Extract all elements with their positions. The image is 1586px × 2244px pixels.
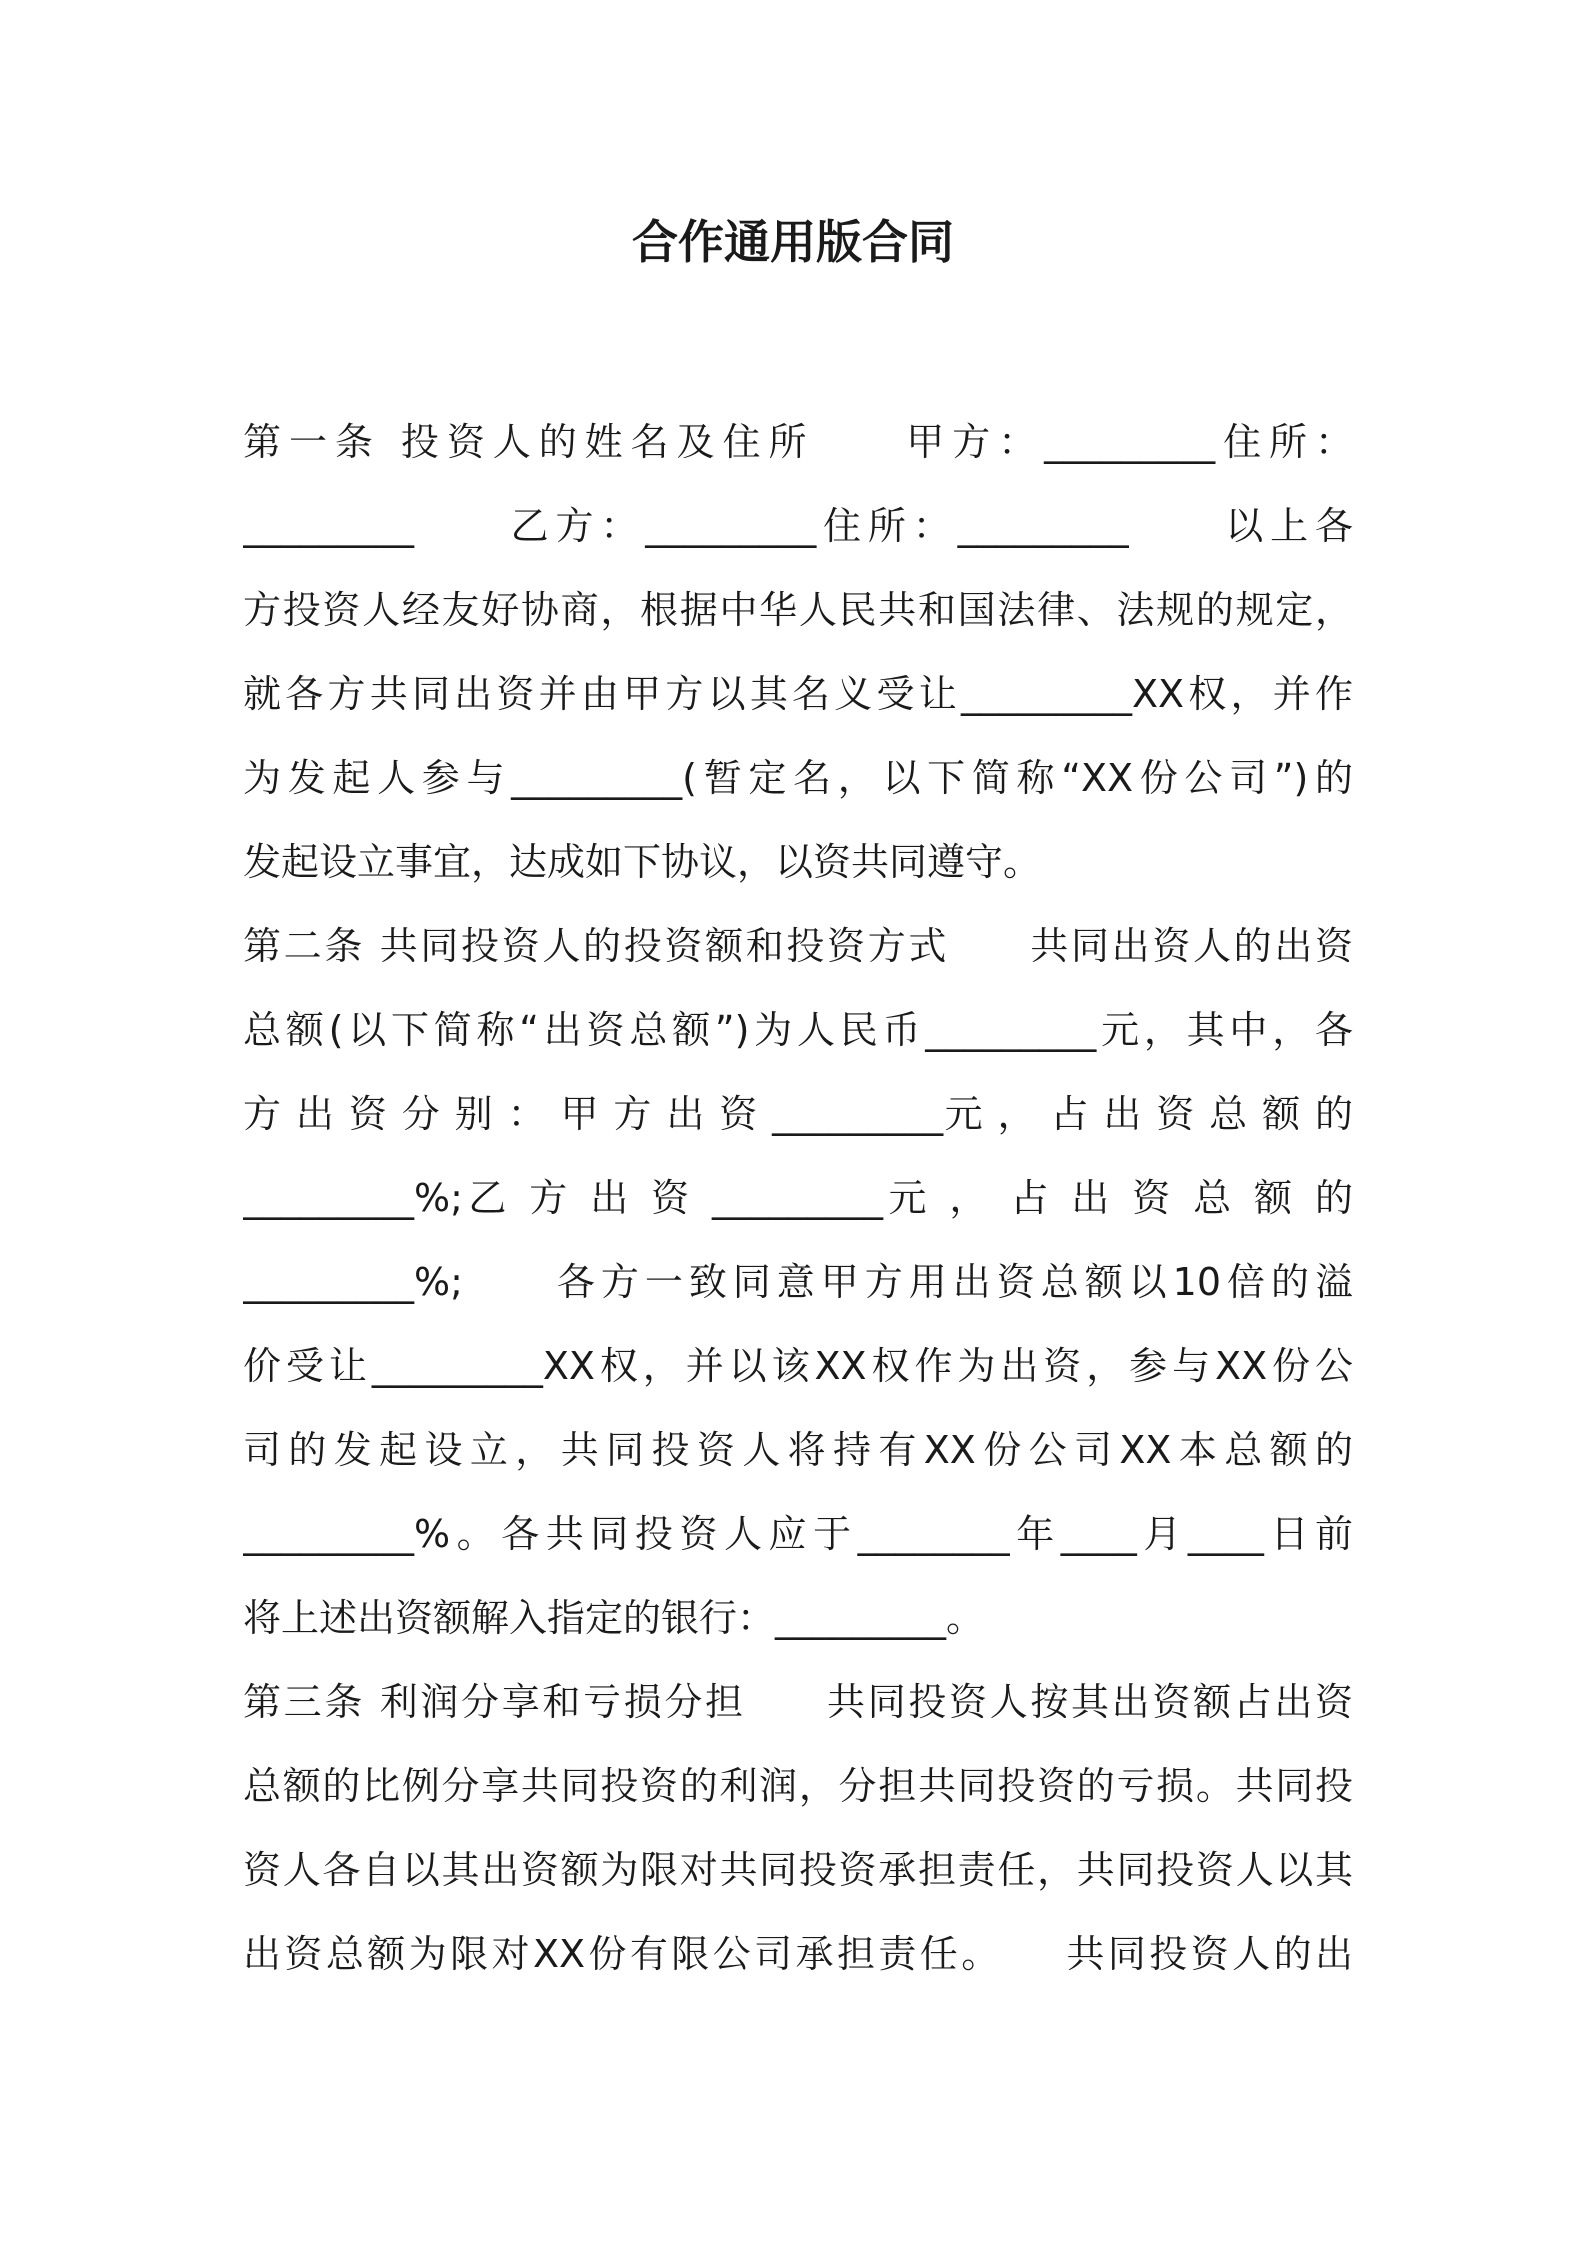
text-line: 资人各自以其出资额为限对共同投资承担责任，共同投资人以其 — [243, 1848, 1353, 1892]
document-body — [243, 400, 1353, 1996]
text-line: 司的发起设立，共同投资人将持有XX份公司XX本总额的 — [243, 1428, 1353, 1472]
text-line: 就各方共同出资并由甲方以其名义受让_________XX权，并作 — [243, 672, 1353, 716]
text-line: 发起设立事宜，达成如下协议，以资共同遵守。 — [243, 840, 1042, 884]
text-line: 价受让_________XX权，并以该XX权作为出资，参与XX份公 — [243, 1344, 1353, 1388]
text-line: 第二条 共同投资人的投资额和投资方式 共同出资人的出资 — [243, 924, 1353, 968]
text-line: _________ 乙方：_________住所：_________ 以上各 — [243, 504, 1353, 548]
text-line: 为发起人参与_________(暂定名，以下简称“XX份公司”)的 — [243, 756, 1353, 800]
text-line: 出资总额为限对XX份有限公司承担责任。 共同投资人的出 — [243, 1932, 1353, 1976]
text-line: 第一条 投资人的姓名及住所 甲方：_________住所： — [243, 420, 1353, 464]
text-line: 总额的比例分享共同投资的利润，分担共同投资的亏损。共同投 — [243, 1764, 1353, 1808]
text-line: 将上述出资额解入指定的银行：_________。 — [243, 1596, 985, 1640]
text-line: _________%; 各方一致同意甲方用出资总额以10倍的溢 — [243, 1260, 1353, 1304]
text-line: 总额(以下简称“出资总额”)为人民币_________元，其中，各 — [243, 1008, 1353, 1052]
text-line: 方投资人经友好协商，根据中华人民共和国法律、法规的规定， — [243, 588, 1353, 632]
text-line: 第三条 利润分享和亏损分担 共同投资人按其出资额占出资 — [243, 1680, 1353, 1724]
document-title: 合作通用版合同 — [632, 215, 954, 269]
text-line: _________%;乙 方 出 资 _________元 ， 占 出 资 总 额 的 — [243, 1176, 1353, 1220]
text-line: _________%。各共同投资人应于________年____月____日前 — [243, 1512, 1353, 1556]
text-line: 方 出 资 分 别 ： 甲 方 出 资 _________元 ， 占 出 资 总 额 的 — [243, 1092, 1353, 1136]
